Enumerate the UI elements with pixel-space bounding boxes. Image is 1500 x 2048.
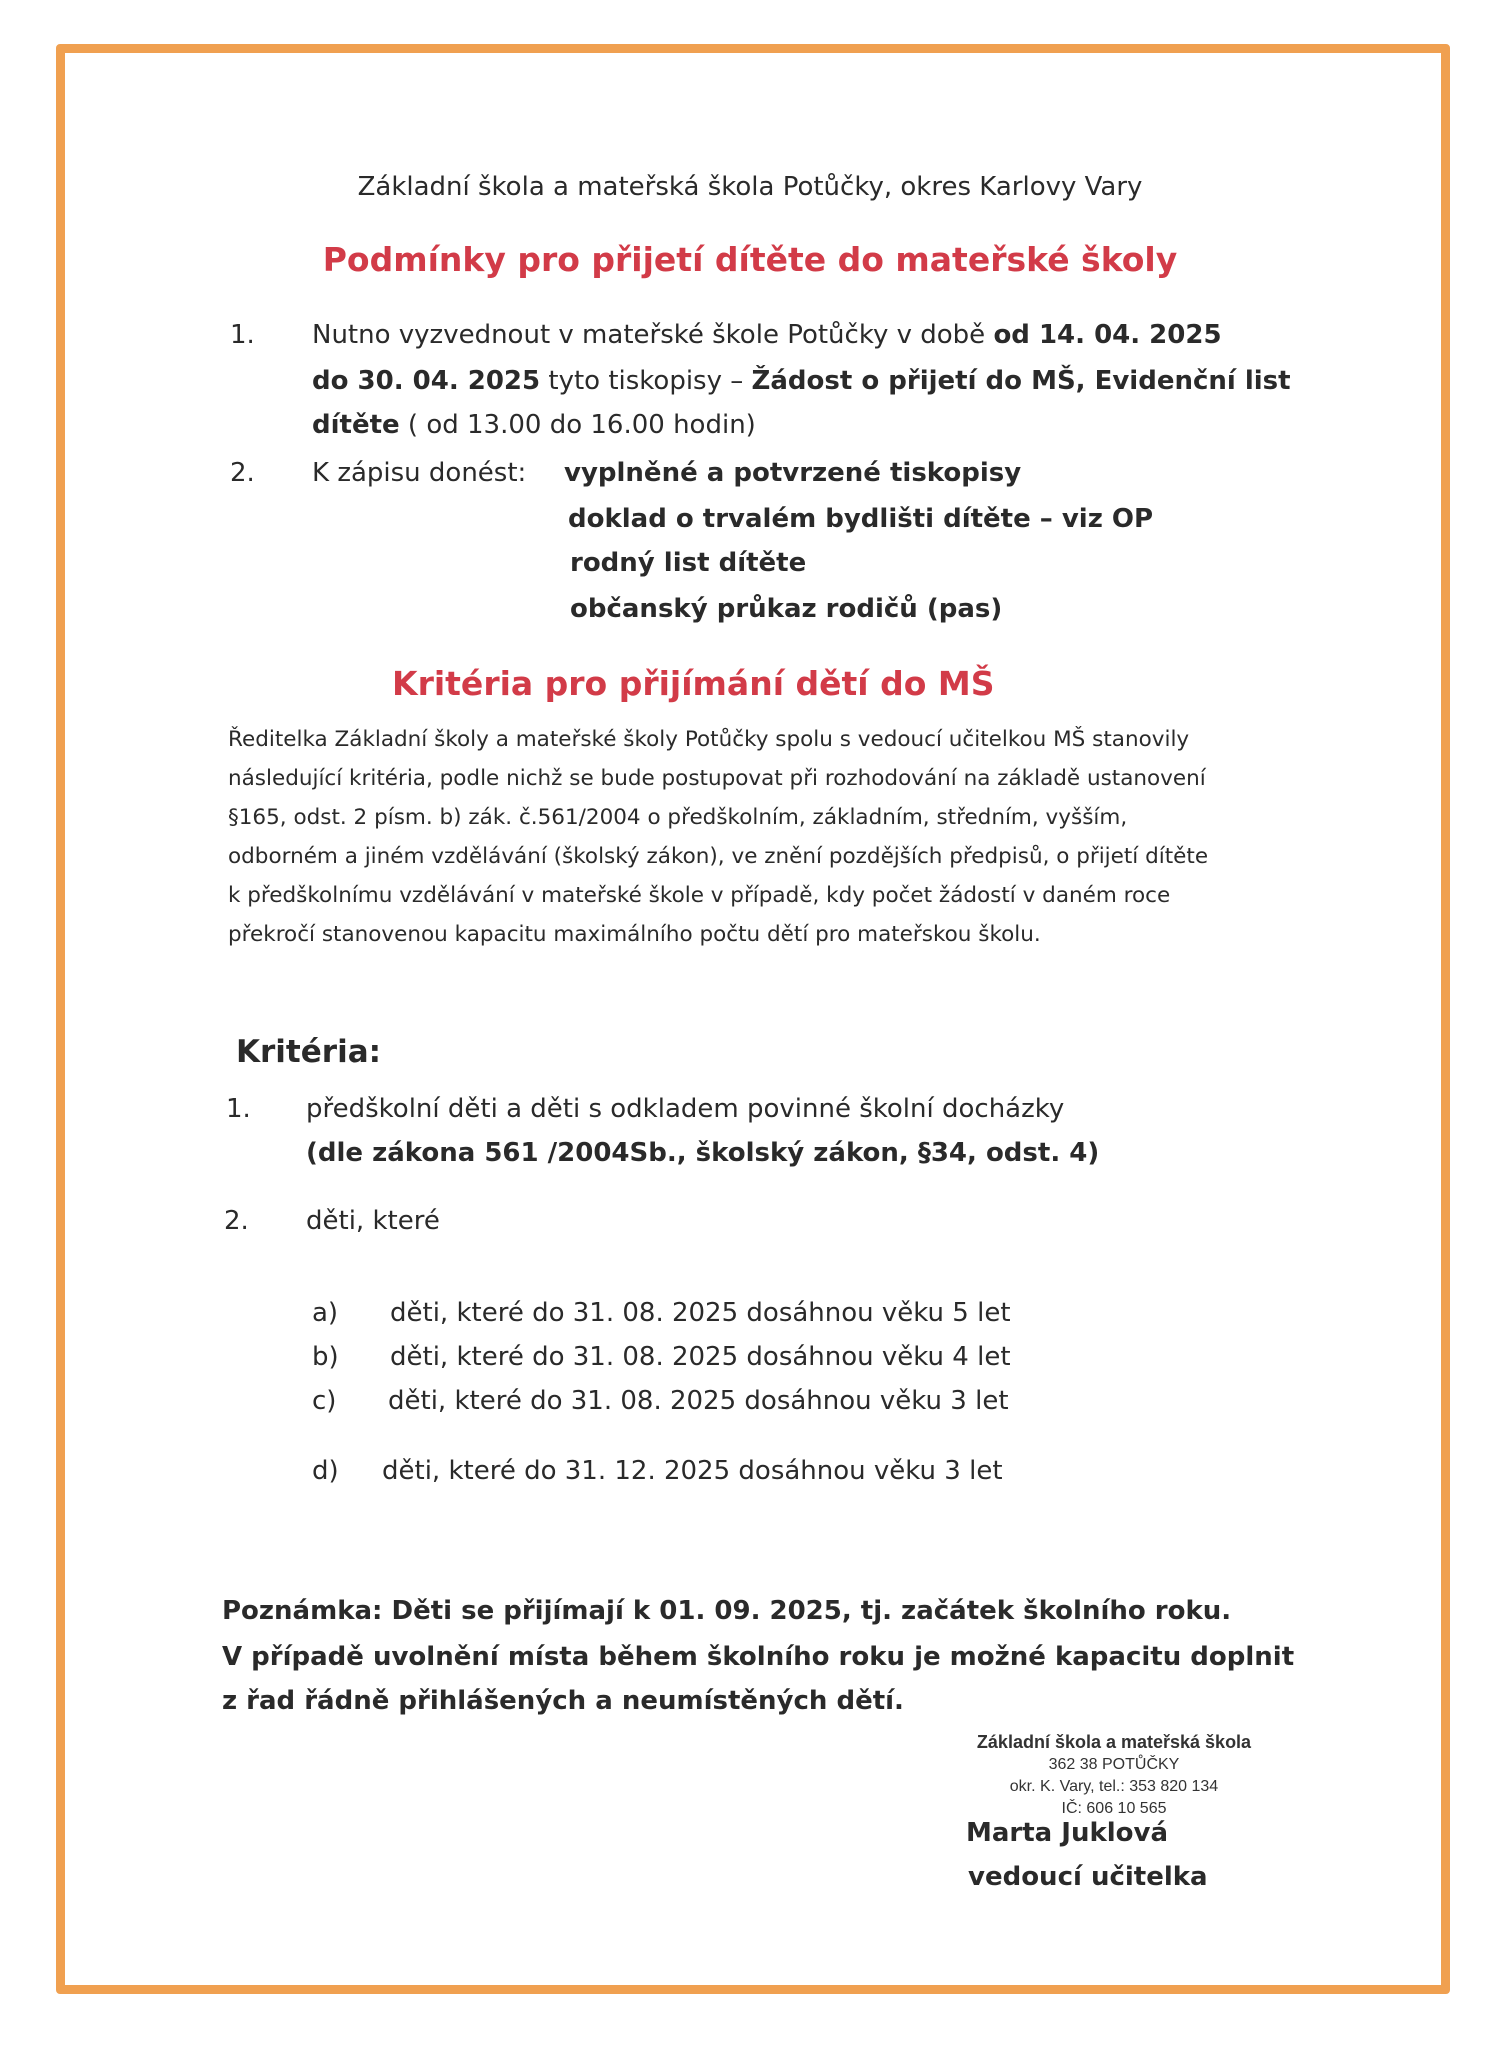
stamp-line: IČ: 606 10 565 xyxy=(1061,1800,1167,1817)
signature-name: Marta Juklová xyxy=(966,1818,1169,1848)
note-line: z řad řádně přihlášených a neumístěných dětí. xyxy=(222,1686,904,1716)
criterion-2-number: 2. xyxy=(224,1206,249,1236)
paragraph-line: §165, odst. 2 písm. b) zák. č.561/2004 o předškolním, základním, středním, vyšším, xyxy=(228,805,1128,830)
sub-criterion-letter: a) xyxy=(312,1298,339,1328)
school-name: Základní škola a mateřská škola Potůčky, okres Karlovy Vary xyxy=(357,172,1143,202)
criteria-heading: Kritéria: xyxy=(236,1034,382,1070)
criteria-section-title: Kritéria pro přijímání dětí do MŠ xyxy=(392,664,995,703)
stamp-line: okr. K. Vary, tel.: 353 820 134 xyxy=(1009,1778,1219,1795)
sub-criterion-letter: b) xyxy=(312,1342,339,1372)
paragraph-line: odborném a jiném vzdělávání (školský zákon), ve znění pozdějších předpisů, o přijetí dítěte xyxy=(228,844,1209,869)
document-item: občanský průkaz rodičů (pas) xyxy=(570,594,1003,624)
criterion-1-law: (dle zákona 561 /2004Sb., školský zákon, §34, odst. 4) xyxy=(306,1138,1100,1168)
criterion-2-text: děti, které xyxy=(306,1206,440,1236)
condition-1-line-2: do 30. 04. 2025 tyto tiskopisy – Žádost o přijetí do MŠ, Evidenční list xyxy=(312,366,1291,396)
criterion-1-number: 1. xyxy=(226,1094,251,1124)
sub-criterion-letter: c) xyxy=(312,1386,337,1416)
sub-criterion-letter: d) xyxy=(312,1456,339,1486)
stamp-line: 362 38 POTŮČKY xyxy=(1048,1756,1180,1773)
document-item: doklad o trvalém bydlišti dítěte – viz OP xyxy=(568,504,1154,534)
criterion-1-text: předškolní děti a děti s odkladem povinné školní docházky xyxy=(306,1094,1065,1124)
paragraph-line: následující kritéria, podle nichž se bude postupovat při rozhodování na základě ustanovení xyxy=(228,766,1206,791)
sub-criterion-text: děti, které do 31. 08. 2025 dosáhnou věku 5 let xyxy=(390,1298,1011,1328)
signature-role: vedoucí učitelka xyxy=(968,1862,1208,1892)
paragraph-line: Ředitelka Základní školy a mateřské školy Potůčky spolu s vedoucí učitelkou MŠ stanovily xyxy=(228,727,1190,752)
paragraph-line: překročí stanovenou kapacitu maximálního počtu dětí pro mateřskou školu. xyxy=(228,922,1041,947)
condition-2-label: K zápisu donést: xyxy=(312,458,527,488)
note-line: Poznámka: Děti se přijímají k 01. 09. 2025, tj. začátek školního roku. xyxy=(222,1596,1232,1626)
stamp-line: Základní škola a mateřská škola xyxy=(976,1732,1252,1752)
document-item: vyplněné a potvrzené tiskopisy xyxy=(564,458,1022,488)
document-item: rodný list dítěte xyxy=(570,548,807,578)
condition-1-number: 1. xyxy=(230,320,255,350)
sub-criterion-text: děti, které do 31. 12. 2025 dosáhnou věku 3 let xyxy=(382,1456,1003,1486)
page-title: Podmínky pro přijetí dítěte do mateřské školy xyxy=(322,240,1178,279)
paragraph-line: k předškolnímu vzdělávání v mateřské škole v případě, kdy počet žádostí v daném roce xyxy=(228,883,1171,908)
note-line: V případě uvolnění místa během školního roku je možné kapacitu doplnit xyxy=(222,1642,1295,1672)
condition-2-number: 2. xyxy=(230,458,255,488)
condition-1-line-1: Nutno vyzvednout v mateřské škole Potůčky v době od 14. 04. 2025 xyxy=(312,320,1222,350)
criteria-paragraph xyxy=(228,720,1288,954)
condition-1-line-3: dítěte ( od 13.00 do 16.00 hodin) xyxy=(312,410,756,440)
sub-criterion-text: děti, které do 31. 08. 2025 dosáhnou věku 4 let xyxy=(390,1342,1011,1372)
sub-criterion-text: děti, které do 31. 08. 2025 dosáhnou věku 3 let xyxy=(388,1386,1009,1416)
